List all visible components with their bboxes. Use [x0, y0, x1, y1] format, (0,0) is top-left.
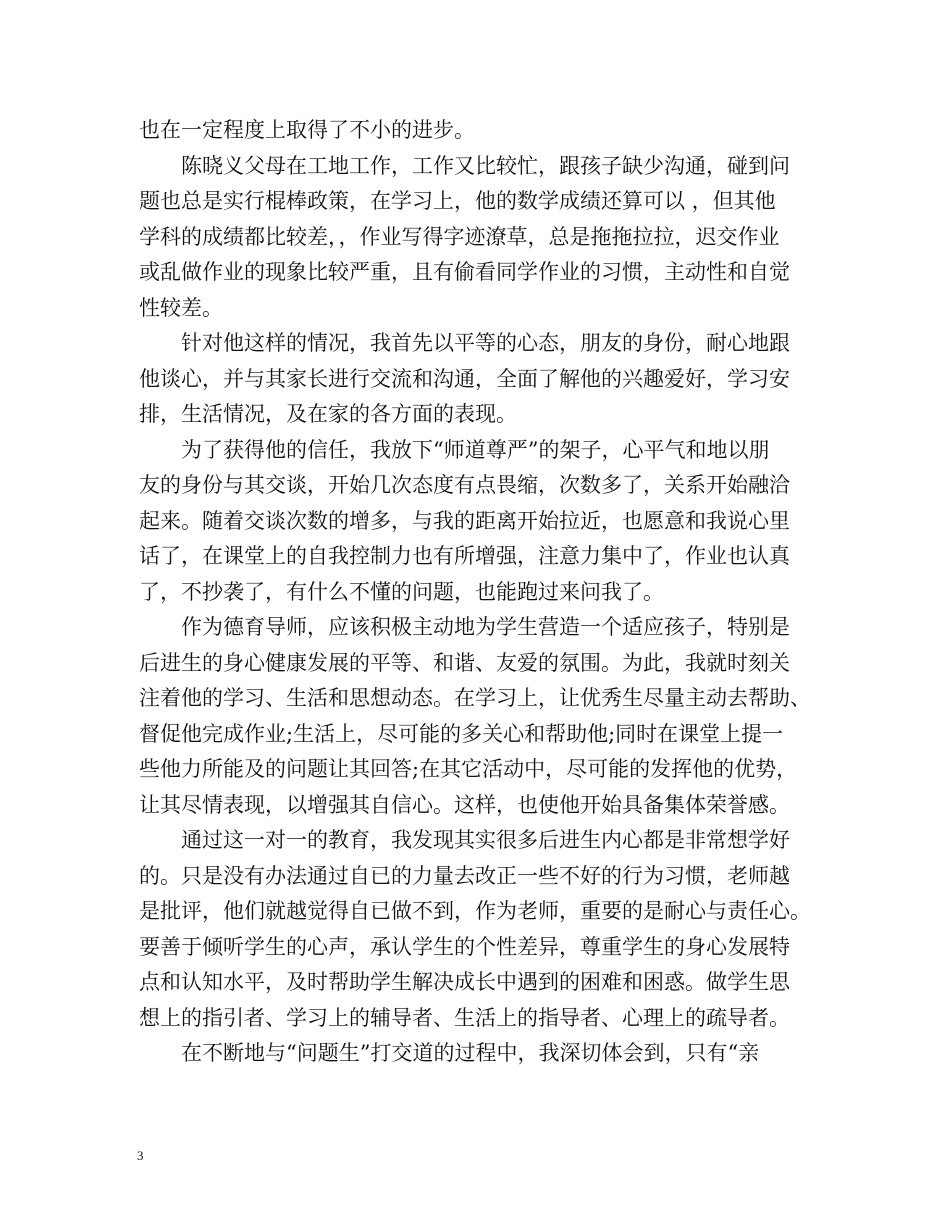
text-line: 他谈心，并与其家长进行交流和沟通，全面了解他的兴趣爱好，学习安: [139, 366, 790, 391]
text-line: 话了，在课堂上的自我控制力也有所增强，注意力集中了，作业也认真: [139, 544, 790, 568]
text-line: 点和认知水平，及时帮助学生解决成长中遇到的困难和困惑。做学生思: [139, 970, 790, 994]
page-number: 3: [137, 1148, 144, 1163]
text-line: 在不断地与“问题生”打交道的过程中，我深切体会到，只有“亲: [181, 1041, 760, 1065]
text-line: 是批评，他们就越觉得自已做不到，作为老师，重要的是耐心与责任心。: [139, 899, 811, 923]
text-line: 些他力所能及的问题让其回答;在其它活动中，尽可能的发挥他的优势，: [139, 757, 798, 781]
text-line: 题也总是实行棍棒政策，在学习上，他的数学成绩还算可以 ，但其他: [139, 189, 776, 213]
text-line: 的。只是没有办法通过自已的力量去改正一些不好的行为习惯，老师越: [139, 863, 790, 888]
text-line: 要善于倾听学生的心声，承认学生的个性差异，尊重学生的身心发展特: [139, 934, 790, 959]
text-line: 陈晓义父母在工地工作，工作又比较忙，跟孩子缺少沟通，碰到问: [181, 153, 790, 178]
text-line: 排，生活情况，及在家的各方面的表现。: [139, 402, 517, 426]
text-line: 友的身份与其交谈，开始几次态度有点畏缩，次数多了，关系开始融洽: [139, 473, 790, 497]
text-line: 也在一定程度上取得了不小的进步。: [139, 118, 475, 142]
text-line: 为了获得他的信任，我放下“师道尊严”的架子，心平气和地以朋: [181, 437, 770, 462]
text-line: 起来。随着交谈次数的增多，与我的距离开始拉近，也愿意和我说心里: [139, 508, 790, 533]
text-line: 学科的成绩都比较差，，作业写得字迹潦草，总是拖拖拉拉，迟交作业: [139, 224, 780, 249]
body-text: [139, 113, 819, 1072]
text-line: 针对他这样的情况，我首先以平等的心态，朋友的身份，耐心地跟: [181, 331, 790, 355]
text-line: 督促他完成作业;生活上，尽可能的多关心和帮助他;同时在课堂上提一: [139, 721, 784, 746]
text-line: 了，不抄袭了，有什么不懂的问题，也能跑过来问我了。: [139, 579, 664, 604]
text-line: 注着他的学习、生活和思想动态。在学习上，让优秀生尽量主动去帮助、: [139, 686, 811, 710]
text-line: 或乱做作业的现象比较严重，且有偷看同学作业的习惯，主动性和自觉: [139, 260, 790, 284]
text-line: 让其尽情表现，以增强其自信心。这样，也使他开始具备集体荣誉感。: [139, 792, 790, 817]
text-line: 作为德育导师，应该积极主动地为学生营造一个适应孩子，特别是: [181, 615, 790, 639]
text-line: 性较差。: [139, 295, 223, 320]
text-line: 后进生的身心健康发展的平等、和谐、友爱的氛围。为此，我就时刻关: [139, 650, 790, 675]
text-line: 通过这一对一的教育，我发现其实很多后进生内心都是非常想学好: [181, 828, 790, 852]
text-line: 想上的指引者、学习上的辅导者、生活上的指导者、心理上的疏导者。: [139, 1005, 790, 1030]
